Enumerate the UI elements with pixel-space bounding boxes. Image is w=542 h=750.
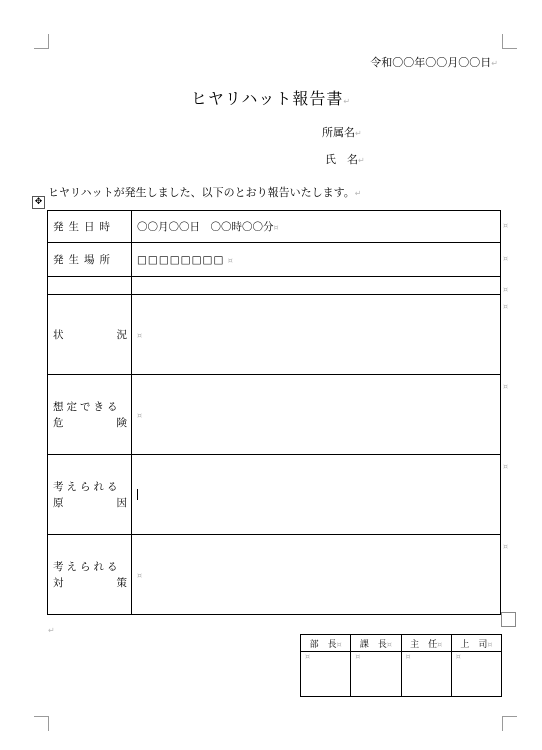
label-situation: 状 況 bbox=[48, 295, 132, 375]
report-date[interactable]: 令和〇〇年〇〇月〇〇日↵ bbox=[370, 56, 498, 69]
stamp-cell-department-head[interactable]: ¤ bbox=[301, 652, 351, 697]
row-cause bbox=[48, 455, 501, 535]
page-corner-top-right bbox=[502, 34, 517, 49]
row-end-mark: ¤ bbox=[503, 382, 509, 391]
row-occurrence-datetime bbox=[48, 211, 501, 243]
intro-text[interactable]: ヒヤリハットが発生しました、以下のとおり報告いたします。↵ bbox=[48, 186, 362, 199]
field-blank[interactable] bbox=[132, 277, 501, 295]
paragraph-mark: ↵ bbox=[48, 626, 55, 635]
label-expected-danger: 想定できる 危 険 bbox=[48, 375, 132, 455]
label-blank[interactable] bbox=[48, 277, 132, 295]
report-table bbox=[47, 210, 501, 615]
row-situation bbox=[48, 295, 501, 375]
name-label[interactable]: 氏 名↵ bbox=[325, 153, 365, 166]
row-end-mark: ¤ bbox=[503, 462, 509, 471]
table-resize-handle[interactable] bbox=[501, 612, 516, 627]
page-corner-bottom-right bbox=[502, 716, 517, 731]
row-end-mark: ¤ bbox=[503, 542, 509, 551]
field-situation[interactable]: ¤ bbox=[132, 295, 501, 375]
label-cause: 考えられる 原 因 bbox=[48, 455, 132, 535]
approval-stamp-table bbox=[300, 634, 502, 697]
document-title[interactable]: ヒヤリハット報告書↵ bbox=[190, 89, 352, 108]
stamp-header-supervisor: 上 司¤ bbox=[451, 635, 501, 652]
row-end-mark: ¤ bbox=[503, 285, 509, 294]
row-occurrence-place bbox=[48, 243, 501, 277]
label-occurrence-datetime: 発生日時 bbox=[48, 211, 132, 243]
field-occurrence-place[interactable]: □□□□□□□□ ¤ bbox=[132, 243, 501, 277]
field-occurrence-datetime[interactable]: 〇〇月〇〇日 〇〇時〇〇分¤ bbox=[132, 211, 501, 243]
stamp-cell-supervisor[interactable]: ¤ bbox=[451, 652, 501, 697]
label-countermeasure: 考えられる 対 策 bbox=[48, 535, 132, 615]
field-expected-danger[interactable]: ¤ bbox=[132, 375, 501, 455]
row-countermeasure bbox=[48, 535, 501, 615]
row-end-mark: ¤ bbox=[503, 254, 509, 263]
stamp-cell-chief[interactable]: ¤ bbox=[401, 652, 451, 697]
affiliation-label[interactable]: 所属名↵ bbox=[322, 126, 362, 139]
stamp-header-chief: 主 任¤ bbox=[401, 635, 451, 652]
row-blank bbox=[48, 277, 501, 295]
page-corner-top-left bbox=[34, 34, 49, 49]
stamp-header-section-head: 課 長¤ bbox=[351, 635, 401, 652]
page-corner-bottom-left bbox=[34, 716, 49, 731]
text-cursor bbox=[137, 489, 138, 500]
table-move-icon[interactable]: ✥ bbox=[32, 196, 45, 209]
label-occurrence-place: 発生場所 bbox=[48, 243, 132, 277]
stamp-header-department-head: 部 長¤ bbox=[301, 635, 351, 652]
field-countermeasure[interactable]: ¤ bbox=[132, 535, 501, 615]
row-expected-danger bbox=[48, 375, 501, 455]
row-end-mark: ¤ bbox=[503, 302, 509, 311]
stamp-cell-section-head[interactable]: ¤ bbox=[351, 652, 401, 697]
row-end-mark: ¤ bbox=[503, 221, 509, 230]
field-cause[interactable] bbox=[132, 455, 501, 535]
